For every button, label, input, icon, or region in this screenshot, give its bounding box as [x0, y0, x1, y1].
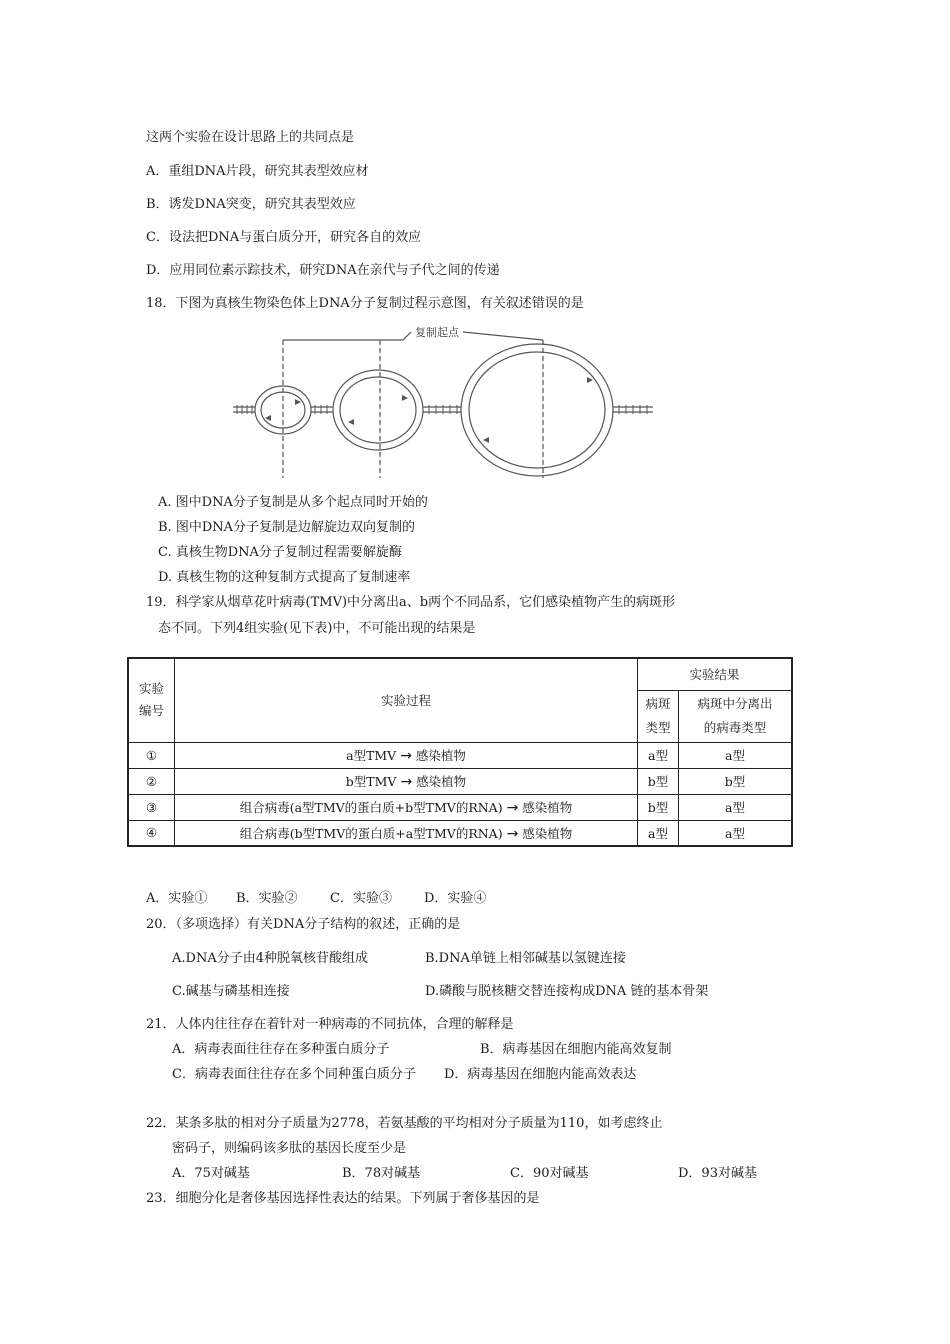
process-text: b型TMV	[345, 774, 397, 789]
q17-option-d: D．应用同位素示踪技术，研究DNA在亲代与子代之间的传递	[146, 263, 500, 278]
process-text: 组合病毒(b型TMV的蛋白质+a型TMV的RNA)	[239, 825, 503, 841]
head-id-line1: 实验	[138, 681, 164, 697]
row-id: ④	[128, 820, 175, 846]
head-virus	[679, 690, 793, 742]
arrow-icon: →	[506, 825, 519, 842]
row-spot: a型	[638, 820, 679, 846]
q20-option-c: C.碱基与磷基相连接	[172, 984, 290, 999]
head-id	[128, 658, 175, 742]
q21-option-d: D．病毒基因在细胞内能高效表达	[444, 1067, 637, 1082]
table-row	[128, 742, 792, 768]
q23-stem: 23．细胞分化是奢侈基因选择性表达的结果。下列属于奢侈基因的是	[146, 1191, 540, 1206]
q22-option-d: D．93对碱基	[678, 1166, 757, 1181]
q18-option-d: D. 真核生物的这种复制方式提高了复制速率	[158, 570, 411, 585]
q20-option-a: A.DNA分子由4种脱氧核苷酸组成	[172, 951, 368, 966]
q22-option-b: B．78对碱基	[342, 1166, 421, 1181]
row-virus: b型	[679, 768, 793, 794]
row-virus: a型	[679, 794, 793, 820]
head-result: 实验结果	[638, 658, 793, 690]
table-row	[128, 820, 792, 846]
q20-option-d: D.磷酸与脱核糖交替连接构成DNA 链的基本骨架	[425, 984, 709, 999]
process-text: a型TMV	[346, 748, 397, 763]
row-process	[175, 768, 638, 794]
q21-option-a: A．病毒表面往往存在多种蛋白质分子	[172, 1042, 390, 1057]
q18-option-a: A. 图中DNA分子复制是从多个起点同时开始的	[158, 495, 428, 510]
row-virus: a型	[679, 820, 793, 846]
q22-option-c: C．90对碱基	[510, 1166, 589, 1181]
q22-option-a: A．75对碱基	[172, 1166, 250, 1181]
process-tail: 感染植物	[416, 774, 467, 789]
arrow-icon: →	[506, 800, 519, 816]
q21-option-c: C．病毒表面往往存在多个同种蛋白质分子	[172, 1067, 416, 1082]
head-spot	[638, 690, 679, 742]
row-process	[175, 742, 638, 768]
q21-option-b: B．病毒基因在细胞内能高效复制	[480, 1042, 672, 1057]
arrow-icon: →	[400, 774, 413, 790]
process-tail: 感染植物	[415, 748, 466, 763]
q22-stem-line1: 22．某条多肽的相对分子质量为2778，若氨基酸的平均相对分子质量为110，如考虑终止	[146, 1116, 663, 1131]
origin-label: 复制起点	[415, 326, 459, 339]
q19-option-b: B．实验②	[236, 891, 298, 906]
process-text: 组合病毒(a型TMV的蛋白质+b型TMV的RNA)	[239, 800, 503, 815]
q19-stem-line1: 19．科学家从烟草花叶病毒(TMV)中分离出a、b两个不同品系，它们感染植物产生的病斑形	[146, 595, 676, 610]
process-tail: 感染植物	[522, 800, 573, 815]
q22-stem-line2: 密码子，则编码该多肽的基因长度至少是	[172, 1141, 407, 1156]
row-spot: b型	[638, 794, 679, 820]
q19-option-d: D．实验④	[424, 891, 487, 906]
row-virus: a型	[679, 742, 793, 768]
q17-option-a: A．重组DNA片段，研究其表型效应材	[146, 164, 369, 179]
q17-stem: 这两个实验在设计思路上的共同点是	[146, 130, 355, 145]
head-spot-line1: 病斑	[645, 696, 671, 711]
table-row	[128, 768, 792, 794]
q18-option-c: C. 真核生物DNA分子复制过程需要解旋酶	[158, 545, 402, 560]
row-process	[175, 820, 638, 846]
q19-option-c: C．实验③	[330, 891, 392, 906]
row-process	[175, 794, 638, 820]
q18-stem: 18．下图为真核生物染色体上DNA分子复制过程示意图，有关叙述错误的是	[146, 296, 584, 311]
row-spot: a型	[638, 742, 679, 768]
experiment-table	[127, 657, 793, 847]
head-id-line2: 编号	[138, 703, 164, 719]
head-spot-line2: 类型	[645, 720, 671, 735]
head-process: 实验过程	[175, 658, 638, 742]
head-virus-line2: 的病毒类型	[703, 720, 767, 735]
q19-stem-line2: 态不同。下列4组实验(见下表)中，不可能出现的结果是	[158, 621, 476, 636]
arrow-icon: →	[400, 748, 412, 764]
head-virus-line1: 病斑中分离出	[697, 696, 773, 711]
row-id: ①	[128, 742, 175, 768]
dna-replication-diagram	[233, 318, 665, 490]
q18-option-b: B. 图中DNA分子复制是边解旋边双向复制的	[158, 520, 416, 535]
table-row	[128, 794, 792, 820]
process-tail: 感染植物	[522, 825, 573, 841]
q20-stem: 20．（多项选择）有关DNA分子结构的叙述，正确的是	[146, 917, 461, 932]
q17-option-c: C．设法把DNA与蛋白质分开，研究各自的效应	[146, 230, 422, 245]
q20-option-b: B.DNA单链上相邻碱基以氢键连接	[425, 951, 626, 966]
row-spot: b型	[638, 768, 679, 794]
row-id: ②	[128, 768, 175, 794]
row-id: ③	[128, 794, 175, 820]
q19-option-a: A．实验①	[146, 891, 208, 906]
q17-option-b: B．诱发DNA突变，研究其表型效应	[146, 197, 356, 212]
q21-stem: 21．人体内往往存在着针对一种病毒的不同抗体，合理的解释是	[146, 1017, 514, 1032]
